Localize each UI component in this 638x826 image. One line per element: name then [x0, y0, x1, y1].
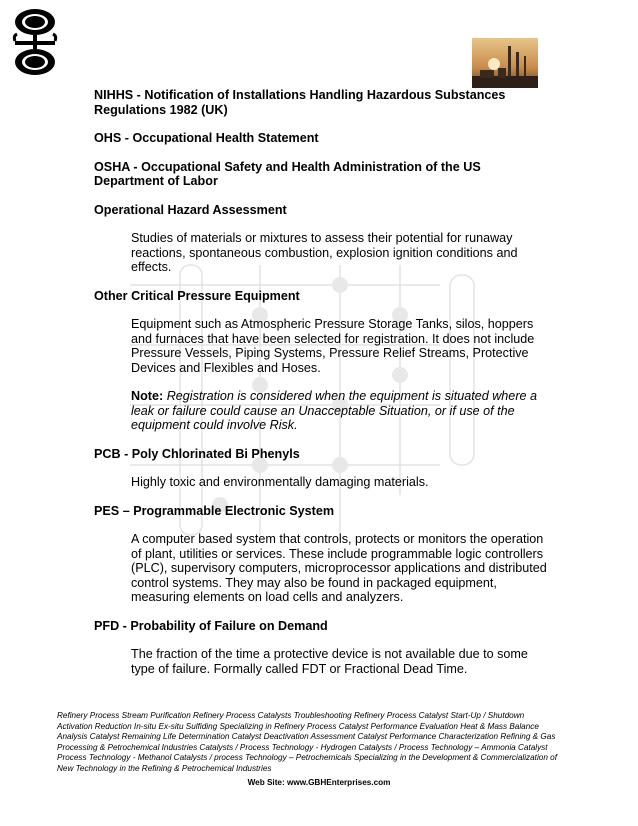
- note-registration: [131, 389, 554, 433]
- note-text: Registration is considered when the equipment is situated where a leak or failure could cause an Unacceptable Situation, or if use of the equipment could involve Risk.: [131, 389, 538, 432]
- footer-website: Web Site: www.GBHEnterprises.com: [247, 778, 391, 787]
- term-pfd: PFD - Probability of Failure on Demand: [94, 618, 328, 633]
- definition-pfd: The fraction of the time a protective device is not available due to some type of failure. Formally called FDT or Fractional Dead Time.: [131, 647, 528, 676]
- term-osha: OSHA - Occupational Safety and Health Administration of the US Department of Labor: [94, 159, 481, 188]
- term-operational-hazard-assessment: Operational Hazard Assessment: [94, 202, 287, 217]
- term-nihhs: NIHHS - Notification of Installations Handling Hazardous Substances Regulations 1982 (UK): [94, 88, 506, 117]
- refinery-photo: [472, 38, 538, 88]
- term-other-critical-pressure-equipment: Other Critical Pressure Equipment: [94, 288, 300, 303]
- term-pcb: PCB - Poly Chlorinated Bi Phenyls: [94, 446, 300, 461]
- definition-operational-hazard-assessment: Studies of materials or mixtures to assess their potential for runaway reactions, spontaneous combustion, explosion ignition conditions and effects.: [131, 231, 518, 274]
- definition-pes: A computer based system that controls, protects or monitors the operation of plant, utilities or services. These include programmable logic controllers (PLC), supervisory computers, microprocessor applications and distributed control systems. They may also be found in packaged equipment, measuring elements on load cells and analyzers.: [131, 532, 547, 604]
- term-ohs: OHS - Occupational Health Statement: [94, 131, 319, 145]
- note-label: Note:: [131, 389, 164, 403]
- term-pes: PES – Programmable Electronic System: [94, 503, 335, 518]
- footer-services: Refinery Process Stream Purification Refinery Process Catalysts Troubleshooting Refinery Process Catalyst Start-Up / Shutdown Activation Reduction In-situ Ex-situ Sulfiding Specializing in Refinery Process Catalyst Performance Evaluation Heat & Mass Balance Analysis Catalyst Remaining Life Determination Catalyst Deactivation Assessment Catalyst Performance Characterization Refining & Gas Processing & Petrochemical Industries Catalysts / Process Technology - Hydrogen Catalysts / Process Technology – Ammonia Catalyst Process Technology - Methanol Catalysts / process Technology – Petrochemicals Specializing in the Development & Commercialization of New Technology in the Refining & Petrochemical Industries: [57, 711, 557, 773]
- glossary-content: [94, 88, 554, 676]
- definition-pcb: Highly toxic and environmentally damaging materials.: [131, 475, 429, 489]
- company-logo: [12, 6, 58, 78]
- definition-other-critical-pressure-equipment: Equipment such as Atmospheric Pressure Storage Tanks, silos, hoppers and furnaces that have been selected for registration. It does not include Pressure Vessels, Piping Systems, Pressure Relief Streams, Protective Devices and Flexibles and Hoses.: [131, 317, 535, 375]
